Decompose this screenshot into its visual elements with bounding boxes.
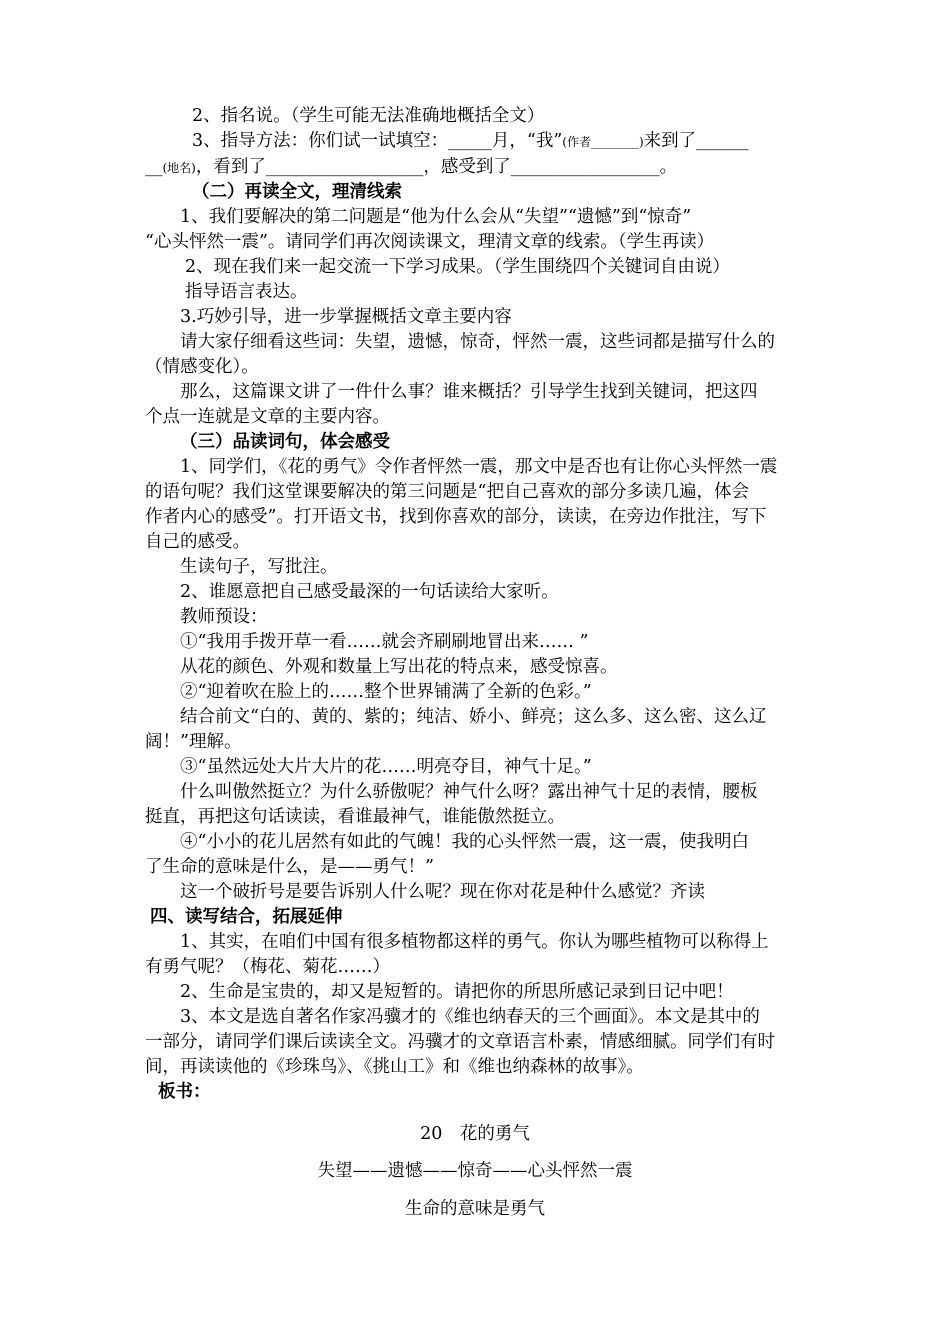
text-line: 有勇气呢？（梅花、菊花……） — [145, 957, 390, 977]
text-line: 3、本文是选自著名作家冯骥才的《维也纳春天的三个画面》。本文是其中的 — [180, 1007, 760, 1027]
text-line: 间，再读读他的《珍珠鸟》、《挑山工》和《维也纳森林的故事》。 — [145, 1057, 644, 1077]
text-line: 这一个破折号是要告诉别人什么呢？现在你对花是种什么感觉？齐读 — [180, 882, 705, 902]
text-line: 的语句呢？我们这堂课要解决的第三问题是“把自己喜欢的部分多读几遍，体会 — [145, 482, 749, 502]
text-line: 请大家仔细看这些词：失望，遗憾，惊奇，怦然一震，这些词都是描写什么的 — [180, 332, 775, 352]
text-line: 2、谁愿意把自己感受最深的一句话读给大家听。 — [180, 582, 559, 602]
text-line: （情感变化）。 — [145, 357, 259, 377]
text-line: 2、现在我们来一起交流一下学习成果。（学生围绕四个关键词自由说） — [185, 257, 730, 277]
text-line: 阔！”理解。 — [145, 732, 242, 752]
text-line: 指导语言表达。 — [185, 282, 308, 302]
text-line: 从花的颜色、外观和数量上写出花的特点来，感受惊喜。 — [180, 657, 618, 677]
board-heading: 板书： — [158, 1082, 211, 1102]
text-line: “心头怦然一震”。请同学们再次阅读课文，理清文章的线索。（学生再读） — [145, 232, 715, 252]
text-line: 2、生命是宝贵的，却又是短暂的。请把你的所思所感记录到日记中吧！ — [180, 982, 734, 1002]
text-line: 自己的感受。 — [145, 532, 250, 552]
text-line: 1、其实，在咱们中国有很多植物都这样的勇气。你认为哪些植物可以称得上 — [180, 932, 769, 952]
text-line: 3、指导方法：你们试一试填空：_____月，“我”(作者________)来到了______ — [192, 131, 749, 151]
text-line: __(地名)，看到了__________________，感受到了_________________。 — [145, 157, 678, 177]
text-line: ①“我用手拨开草一看……就会齐刷刷地冒出来…… ” — [180, 632, 589, 652]
text-line: 个点一连就是文章的主要内容。 — [145, 407, 390, 427]
section-heading: （二）再读全文，理清线索 — [192, 182, 402, 202]
text-line: 教师预设： — [180, 607, 268, 627]
section-heading: （三）品读词句，体会感受 — [180, 432, 390, 452]
text-line: 结合前文“白的、黄的、紫的；纯洁、娇小、鲜亮；这么多、这么密、这么辽 — [180, 707, 767, 727]
text-line: 挺直，再把这句话读读，看谁最神气，谁能傲然挺立。 — [145, 807, 565, 827]
text-line: 生读句子，写批注。 — [180, 557, 338, 577]
text-line: 一部分，请同学们课后读读全文。冯骥才的文章语言朴素，情感细腻。同学们有时 — [145, 1032, 775, 1052]
text-line: ③“虽然远处大片大片的花……明亮夺目，神气十足。” — [180, 757, 592, 777]
text-line: 1、我们要解决的第二问题是“他为什么会从“失望”“遗憾”到“惊奇” — [180, 207, 692, 227]
section-heading: 四、读写结合，拓展延伸 — [150, 907, 343, 927]
board-title: 20 花的勇气 — [420, 1124, 530, 1144]
text-line: ④“小小的花儿居然有如此的气魄！我的心头怦然一震，这一震，使我明白 — [180, 832, 749, 852]
text-line: 了生命的意味是什么，是——勇气！” — [145, 857, 434, 877]
text-line: 2、指名说。（学生可能无法准确地概括全文） — [192, 106, 545, 126]
text-line: ②“迎着吹在脸上的……整个世界铺满了全新的色彩。” — [180, 682, 592, 702]
board-line: 生命的意味是勇气 — [405, 1199, 545, 1219]
text-line: 3.巧妙引导，进一步掌握概括文章主要内容 — [180, 307, 512, 327]
text-line: 1、同学们，《花的勇气》令作者怦然一震，那文中是否也有让你心头怦然一震 — [180, 457, 778, 477]
text-line: 作者内心的感受”。打开语文书，找到你喜欢的部分，读读，在旁边作批注，写下 — [145, 507, 767, 527]
text-line: 那么，这篇课文讲了一件什么事？谁来概括？引导学生找到关键词，把这四 — [180, 382, 758, 402]
text-line: 什么叫傲然挺立？为什么骄傲呢？神气什么呀？露出神气十足的表情，腰板 — [180, 782, 758, 802]
board-line: 失望——遗憾——惊奇——心头怦然一震 — [317, 1161, 633, 1181]
